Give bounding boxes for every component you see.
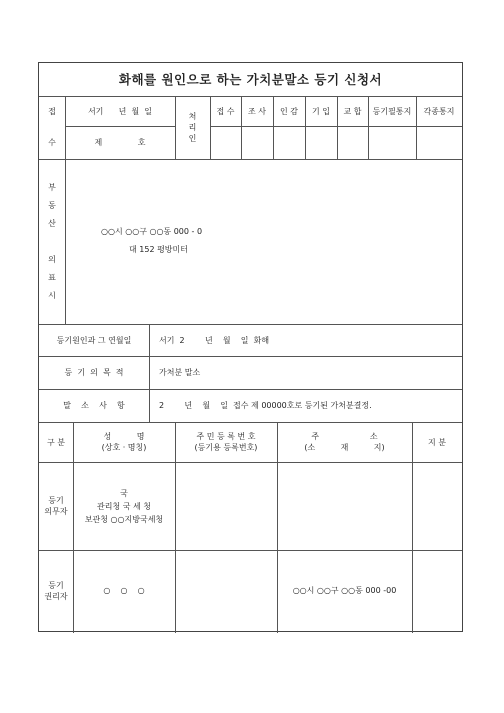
- col-entry: 기 입: [312, 106, 330, 116]
- property-char-3: 산: [48, 218, 56, 228]
- holder-label-line-1: 등기: [48, 580, 64, 590]
- obligor-name-line-2: 관리청 국 세 청: [97, 501, 151, 511]
- party-address-header: [277, 422, 412, 462]
- property-char-1: 부: [48, 182, 56, 192]
- purpose-label: 등 기 의 목 적: [64, 368, 124, 377]
- holder-label: [39, 550, 73, 631]
- property-char-7: 시: [48, 290, 56, 300]
- obligor-name-line-3: 보관청 ○○지방국세청: [84, 514, 164, 524]
- registration-application-form: [38, 62, 463, 632]
- col-investigation: 조 사: [248, 106, 266, 116]
- receipt-label-top: 접: [48, 106, 56, 116]
- purpose-value: 가처분 말소: [159, 368, 201, 377]
- addr-header-line-2: (소 재 지): [304, 443, 385, 452]
- col-receipt: 접 수: [216, 106, 235, 116]
- party-reg-header: [175, 422, 277, 462]
- obligor-label: [39, 462, 73, 550]
- reg-header-line-2: (등기용 등록번호): [194, 443, 258, 452]
- processor-char-1: 처: [188, 112, 197, 121]
- property-label: [39, 159, 65, 324]
- party-name-header: [73, 422, 175, 462]
- obligor-label-line-2: 의무자: [44, 507, 68, 516]
- receipt-label-bottom: 수: [48, 138, 56, 147]
- obligor-name-line-1: 국: [120, 488, 128, 498]
- cancel-label: 말 소 사 항: [63, 401, 125, 410]
- processor-char-2: 리: [188, 123, 197, 132]
- form-title: 화해를 원인으로 하는 가치분말소 등기 신청서: [118, 72, 383, 87]
- holder-name: ○ ○ ○: [103, 586, 145, 595]
- col-collation: 교 합: [343, 106, 362, 116]
- property-char-5: 의: [48, 254, 56, 264]
- cause-label: 등기원인과 그 연월일: [56, 335, 132, 345]
- property-char-2: 동: [48, 200, 56, 210]
- name-header-line-1: 성 명: [103, 432, 145, 441]
- party-division-header: 구 분: [47, 437, 65, 447]
- obligor-label-line-1: 등기: [48, 496, 64, 505]
- processor-label: [175, 96, 210, 159]
- col-seal: 인 감: [280, 106, 298, 116]
- col-various-notice: 각종통지: [423, 106, 455, 116]
- property-area: 대 152 평방미터: [129, 245, 188, 254]
- cause-value: 서기 2 년 월 일 화해: [159, 336, 270, 345]
- name-header-line-2: (상호 · 명칭): [101, 443, 147, 452]
- holder-label-line-2: 권리자: [44, 591, 68, 601]
- receipt-number-line: 제 호: [94, 138, 146, 147]
- addr-header-line-1: 주 소: [311, 432, 378, 441]
- obligor-name: [73, 462, 175, 550]
- reg-header-line-1: 주 민 등 록 번 호: [196, 432, 256, 441]
- receipt-date-line: 서기 년 월 일: [87, 106, 153, 116]
- holder-address: ○○시 ○○구 ○○동 000 -00: [292, 586, 397, 595]
- property-address: ○○시 ○○구 ○○동 000 - 0: [101, 227, 203, 236]
- party-share-header: 지 분: [428, 437, 446, 447]
- col-completion-notice: 등기필통지: [372, 106, 412, 116]
- property-char-6: 표: [48, 272, 56, 282]
- processor-char-3: 인: [188, 134, 197, 143]
- cancel-value: 2 년 월 일 접수 제 00000호로 등기된 가처분결정.: [159, 401, 372, 410]
